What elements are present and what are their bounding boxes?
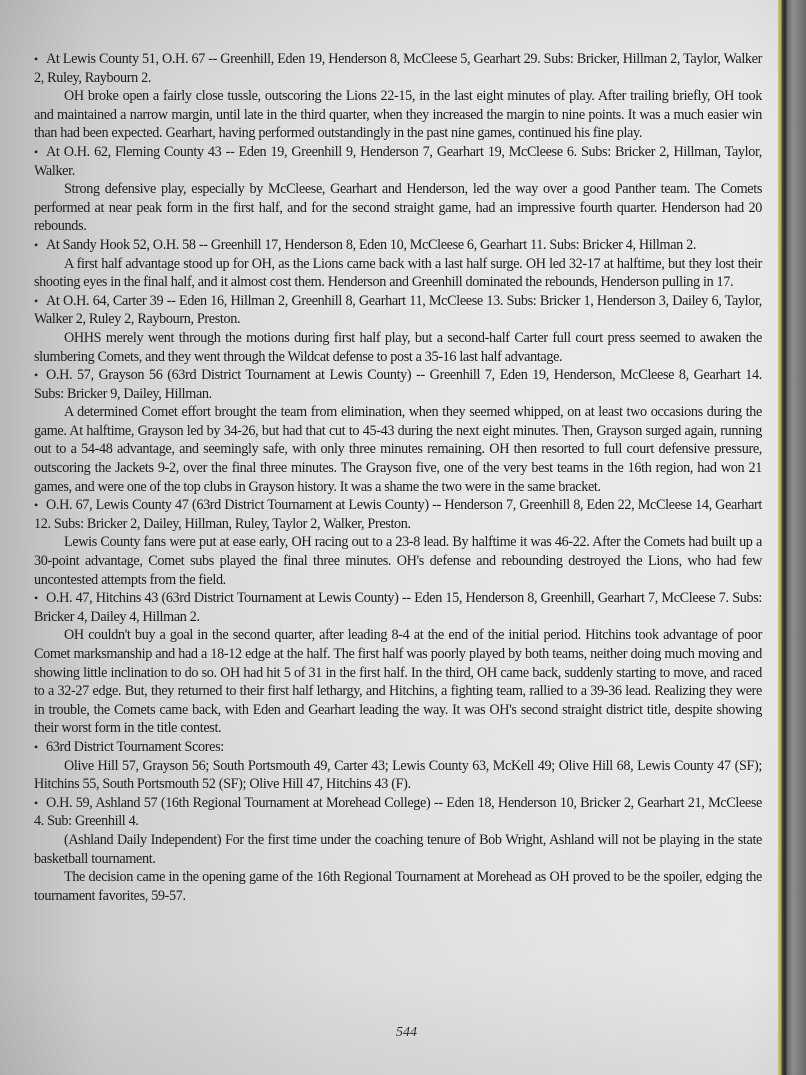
bullet-icon: • (34, 293, 38, 308)
game-result-sandy-hook (34, 236, 762, 255)
game-line: At Sandy Hook 52, O.H. 58 -- Greenhill 17, Henderson 8, Eden 10, McCleese 6, Gearhart 11. Subs: Bricker 4, Hillman 2. (46, 236, 697, 253)
page-body (34, 50, 762, 905)
game-line: At O.H. 62, Fleming County 43 -- Eden 19, Greenhill 9, Henderson 7, Gearhart 19, McCleese 6. Subs: Bricker 2, Hillman, Taylor, Walker. (34, 143, 762, 179)
game-line: O.H. 57, Grayson 56 (63rd District Tournament at Lewis County) -- Greenhill 7, Eden 19, Henderson, McCleese 8, Gearhart 14. Subs: Bricker 9, Dailey, Hillman. (34, 367, 762, 402)
district-scores-heading (34, 738, 762, 757)
game-result-fleming-county (34, 143, 762, 180)
game-line: At Lewis County 51, O.H. 67 -- Greenhill, Eden 19, Henderson 8, McCleese 5, Gearhart 29. Subs: Bricker, Hillman 2, Taylor, Walker 2, Ruley, Raybourn 2. (34, 51, 762, 86)
bullet-icon: • (34, 739, 38, 754)
game-recap: OH broke open a fairly close tussle, outscoring the Lions 22-15, in the last eight minutes of play. After trailing briefly, OH took and maintained a narrow margin, until late in the third quarter, when they increased the margin to nine points. It was a much easier win than had been expected. Gearhart, having performed outstandingly in the past nine games, continued his fine play. (34, 88, 762, 142)
game-recap: Lewis County fans were put at ease early, OH racing out to a 23-8 lead. By halftime it was 46-22. After the Comets had built up a 30-point advantage, Comet subs played the final three minutes. OH's defense and rebounding destroyed the Lions, who had few uncontested attempts from the field. (34, 534, 762, 588)
game-line: O.H. 47, Hitchins 43 (63rd District Tournament at Lewis County) -- Eden 15, Henderson 8, Greenhill, Gearhart 7, McCleese 7. Subs: Bricker 4, Dailey 4, Hillman 2. (34, 590, 762, 625)
game-recap: Strong defensive play, especially by McCleese, Gearhart and Henderson, led the way over a good Panther team. The Comets performed at near peak form in the first half, and for the second straight game, had an impressive fourth quarter. Henderson had 20 rebounds. (34, 181, 762, 235)
book-spine-edge (778, 0, 806, 1075)
bullet-icon: • (34, 368, 38, 383)
newspaper-quote: (Ashland Daily Independent) For the first time under the coaching tenure of Bob Wright, Ashland will not be playing in the state basketball tournament. (34, 831, 762, 867)
bullet-icon: • (34, 144, 38, 159)
game-recap: OHHS merely went through the motions during first half play, but a second-half Carter full court press seemed to awaken the slumbering Comets, and they went through the Wildcat defense to post a 35-16 last half advantage. (34, 329, 762, 365)
game-result-lewis-county-away (34, 50, 762, 87)
game-result-ashland (34, 794, 762, 831)
game-line: O.H. 59, Ashland 57 (16th Regional Tournament at Morehead College) -- Eden 18, Henderson 10, Bricker 2, Gearhart 21, McCleese 4. Sub: Greenhill 4. (34, 794, 762, 830)
game-line: At O.H. 64, Carter 39 -- Eden 16, Hillman 2, Greenhill 8, Gearhart 11, McCleese 13. Subs: Bricker 1, Henderson 3, Dailey 6, Taylor, Walker 2, Ruley 2, Raybourn, Preston. (34, 292, 762, 328)
game-result-hitchins (34, 589, 762, 626)
game-recap: OH couldn't buy a goal in the second quarter, after leading 8-4 at the end of the initial period. Hitchins took advantage of poor Comet marksmanship and had a 18-12 edge at the half. The first half was poorly played by both teams, neither doing much moving and showing little inclination to do so. OH had hit 5 of 31 in the first half. In the third, OH came back, suddenly starting to move, and raced to a 32-27 edge. But, they returned to their first half lethargy, and Hitchins, a fighting team, rallied to a 39-36 lead. Realizing they were in trouble, the Comets came back, with Eden and Gearhart leading the way. It was OH's second straight district title, despite showing their worst form in the title contest. (34, 627, 762, 737)
game-result-lewis-county-district (34, 496, 762, 533)
game-recap: A first half advantage stood up for OH, as the Lions came back with a last half surge. OH led 32-17 at halftime, but they lost their shooting eyes in the final half, and it almost cost them. Henderson and Greenhill dominated the rebounds, Henderson pulling in 17. (34, 255, 762, 291)
bullet-icon: • (34, 591, 38, 606)
district-scores-list: Olive Hill 57, Grayson 56; South Portsmouth 49, Carter 43; Lewis County 63, McKell 49; Olive Hill 68, Lewis County 47 (SF); Hitchins 55, South Portsmouth 52 (SF); Olive Hill 47, Hitchins 43 (F). (34, 757, 762, 793)
game-result-grayson (34, 366, 762, 403)
newspaper-quote: The decision came in the opening game of the 16th Regional Tournament at Morehead as OH proved to be the spoiler, edging the tournament favorites, 59-57. (34, 869, 762, 904)
game-line: O.H. 67, Lewis County 47 (63rd District Tournament at Lewis County) -- Henderson 7, Greenhill 8, Eden 22, McCleese 14, Gearhart 12. Subs: Bricker 2, Dailey, Hillman, Ruley, Taylor 2, Walker, Preston. (34, 497, 762, 532)
bullet-icon: • (34, 498, 38, 513)
heading-text: 63rd District Tournament Scores: (46, 738, 224, 755)
game-recap: A determined Comet effort brought the team from elimination, when they seemed whipped, on at least two occasions during the game. At halftime, Grayson led by 34-26, but had that cut to 45-43 during the next eight minutes. Then, Grayson surged again, running out to a 54-48 advantage, and seemingly safe, with only three minutes remaining. OH then resorted to full court defensive pressure, outscoring the Jackets 9-2, over the final three minutes. The Grayson five, one of the very best teams in the 16th region, had won 21 games, and were one of the top clubs in Grayson history. It was a shame the two were in the same bracket. (34, 404, 762, 495)
page-number: 544 (396, 1025, 417, 1040)
bullet-icon: • (34, 52, 38, 66)
bullet-icon: • (34, 237, 38, 252)
bullet-icon: • (34, 795, 38, 810)
game-result-carter (34, 292, 762, 329)
